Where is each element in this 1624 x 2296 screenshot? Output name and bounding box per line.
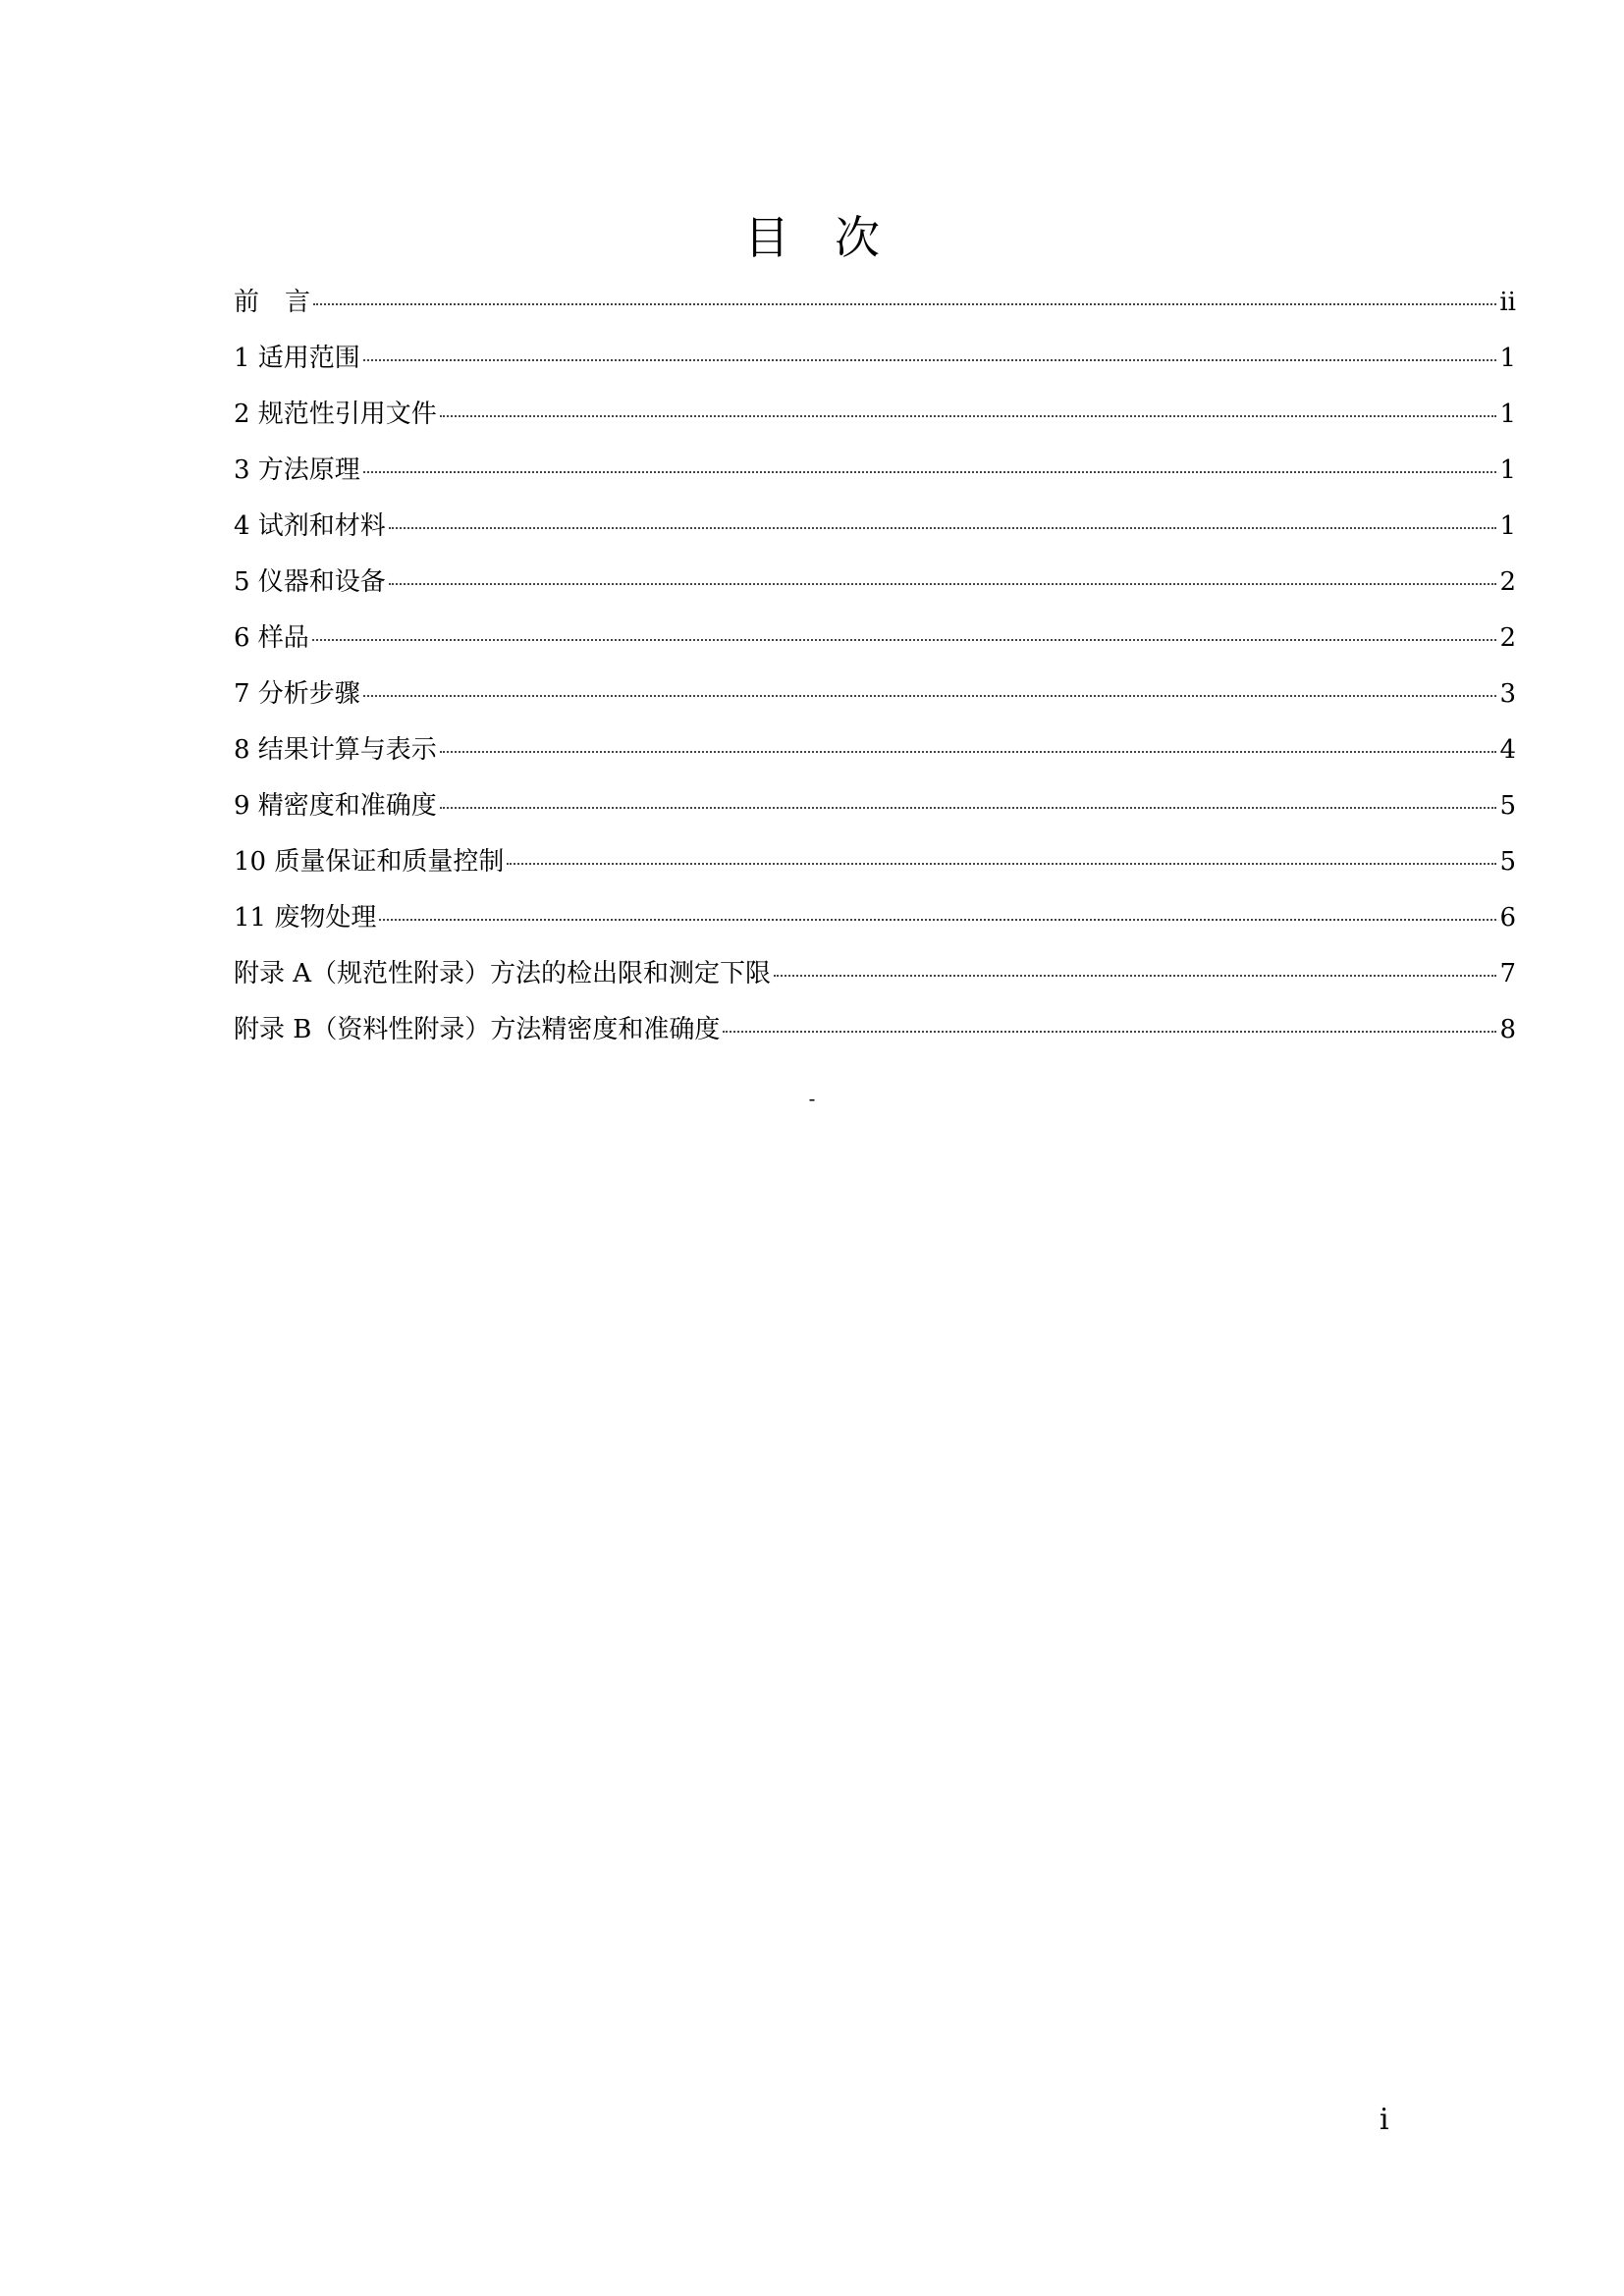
dot-leader [389,583,1497,585]
toc-title: 目 次 [744,211,880,264]
toc-entry-appendix-a[interactable] [234,954,1516,1010]
toc-entry-label: 1 适用范围 [234,344,360,373]
toc-entry-page: ii [1499,288,1516,317]
toc-entry-page: 1 [1499,400,1516,429]
toc-entry-label: 附录 B（资料性附录）方法精密度和准确度 [234,1015,721,1044]
toc-entry-appendix-b[interactable] [234,1010,1516,1066]
center-mark: - [808,1087,816,1110]
toc-entry-result-calculation[interactable] [234,730,1516,786]
toc-entry-label: 11 废物处理 [234,903,377,933]
toc-entry-label: 2 规范性引用文件 [234,400,437,429]
toc-entry-foreword[interactable] [234,283,1516,339]
toc-entry-apparatus[interactable] [234,562,1516,618]
toc-entry-waste-disposal[interactable] [234,898,1516,954]
toc-entry-label: 前 言 [234,288,311,317]
dot-leader [440,807,1497,809]
page-number: i [1380,2103,1389,2137]
toc-entry-page: 5 [1499,791,1516,821]
table-of-contents [234,283,1516,1066]
dot-leader [723,1031,1496,1033]
toc-entry-normative-references[interactable] [234,395,1516,451]
dot-leader [440,751,1497,753]
toc-entry-label: 10 质量保证和质量控制 [234,847,505,877]
dot-leader [313,303,1496,305]
dot-leader [379,919,1496,921]
toc-entry-samples[interactable] [234,618,1516,674]
toc-entry-label: 附录 A（规范性附录）方法的检出限和测定下限 [234,959,772,988]
dot-leader [440,415,1497,417]
toc-entry-label: 4 试剂和材料 [234,511,386,541]
toc-entry-label: 5 仪器和设备 [234,567,386,597]
toc-entry-label: 7 分析步骤 [234,679,360,709]
toc-entry-page: 4 [1499,735,1516,765]
toc-entry-page: 1 [1499,455,1516,485]
toc-entry-page: 1 [1499,344,1516,373]
toc-entry-label: 6 样品 [234,623,309,653]
dot-leader [363,695,1497,697]
dot-leader [389,527,1497,529]
toc-entry-precision-accuracy[interactable] [234,786,1516,842]
toc-entry-page: 3 [1499,679,1516,709]
dot-leader [774,975,1496,977]
dot-leader [507,863,1496,865]
toc-entry-page: 2 [1499,567,1516,597]
toc-entry-label: 3 方法原理 [234,455,360,485]
toc-entry-quality-assurance[interactable] [234,842,1516,898]
toc-entry-page: 7 [1499,959,1516,988]
toc-entry-page: 5 [1499,847,1516,877]
toc-entry-page: 6 [1499,903,1516,933]
toc-entry-page: 8 [1499,1015,1516,1044]
toc-entry-reagents[interactable] [234,507,1516,562]
toc-entry-label: 8 结果计算与表示 [234,735,437,765]
toc-entry-page: 1 [1499,511,1516,541]
toc-entry-page: 2 [1499,623,1516,653]
dot-leader [363,471,1497,473]
dot-leader [312,639,1497,641]
dot-leader [363,359,1497,361]
toc-entry-analysis-steps[interactable] [234,674,1516,730]
toc-entry-label: 9 精密度和准确度 [234,791,437,821]
toc-entry-scope[interactable] [234,339,1516,395]
toc-entry-method-principle[interactable] [234,451,1516,507]
